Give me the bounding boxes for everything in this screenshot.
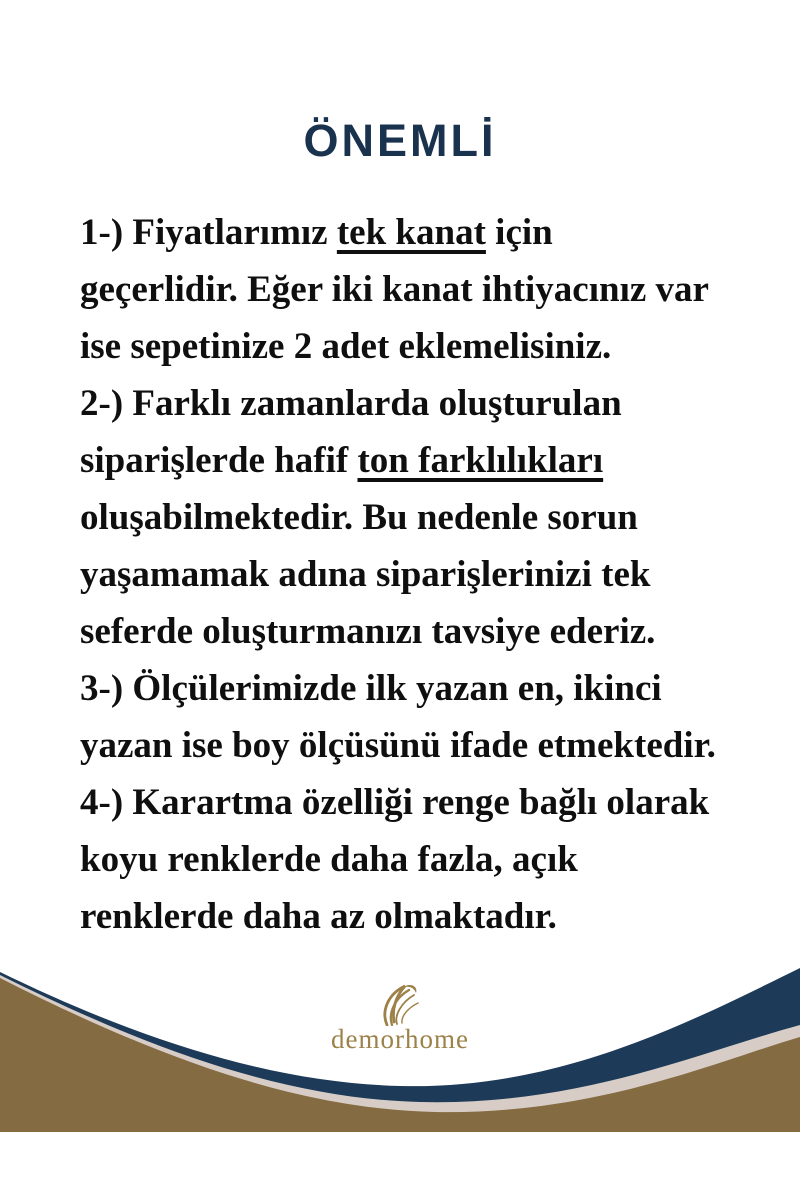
text-segment: siparişlerde hafif bbox=[80, 440, 358, 481]
text-segment: yazan ise boy ölçüsünü ifade etmektedir. bbox=[80, 725, 716, 766]
text-segment: 3-) Ölçülerimizde ilk yazan en, ikinci bbox=[80, 668, 662, 709]
text-line bbox=[80, 432, 752, 489]
text-segment: ise sepetinize 2 adet eklemelisiniz. bbox=[80, 326, 612, 367]
text-line bbox=[80, 375, 752, 432]
text-line bbox=[80, 318, 752, 375]
text-line bbox=[80, 489, 752, 546]
text-segment: için bbox=[485, 212, 553, 253]
underlined-text: tek kanat bbox=[336, 212, 486, 253]
body-text bbox=[80, 204, 752, 945]
text-segment: yaşamamak adına siparişlerinizi tek bbox=[80, 554, 651, 595]
page-title: ÖNEMLİ bbox=[303, 115, 497, 166]
text-segment: oluşabilmektedir. Bu nedenle sorun bbox=[80, 497, 638, 538]
text-segment: 2-) Farklı zamanlarda oluşturulan bbox=[80, 383, 622, 424]
text-line bbox=[80, 603, 752, 660]
text-line bbox=[80, 546, 752, 603]
brand-logo bbox=[290, 984, 510, 1053]
text-line bbox=[80, 261, 752, 318]
text-segment: 1-) Fiyatlarımız bbox=[80, 212, 337, 253]
text-line bbox=[80, 660, 752, 717]
flame-strand-4 bbox=[402, 1003, 418, 1023]
text-segment: koyu renklerde daha fazla, açık bbox=[80, 839, 578, 880]
text-segment: 4-) Karartma özelliği renge bağlı olarak bbox=[80, 782, 710, 823]
text-line bbox=[80, 831, 752, 888]
text-segment: geçerlidir. Eğer iki kanat ihtiyacınız var bbox=[80, 269, 709, 310]
text-segment: renklerde daha az olmaktadır. bbox=[80, 896, 557, 937]
underlined-text: ton farklılıkları bbox=[357, 440, 604, 481]
text-line bbox=[80, 888, 752, 945]
flame-swirl-icon bbox=[378, 984, 422, 1026]
text-segment: seferde oluşturmanızı tavsiye ederiz. bbox=[80, 611, 656, 652]
brand-name: demorhome bbox=[331, 1024, 469, 1054]
text-line bbox=[80, 717, 752, 774]
text-line bbox=[80, 774, 752, 831]
text-line bbox=[80, 204, 752, 261]
